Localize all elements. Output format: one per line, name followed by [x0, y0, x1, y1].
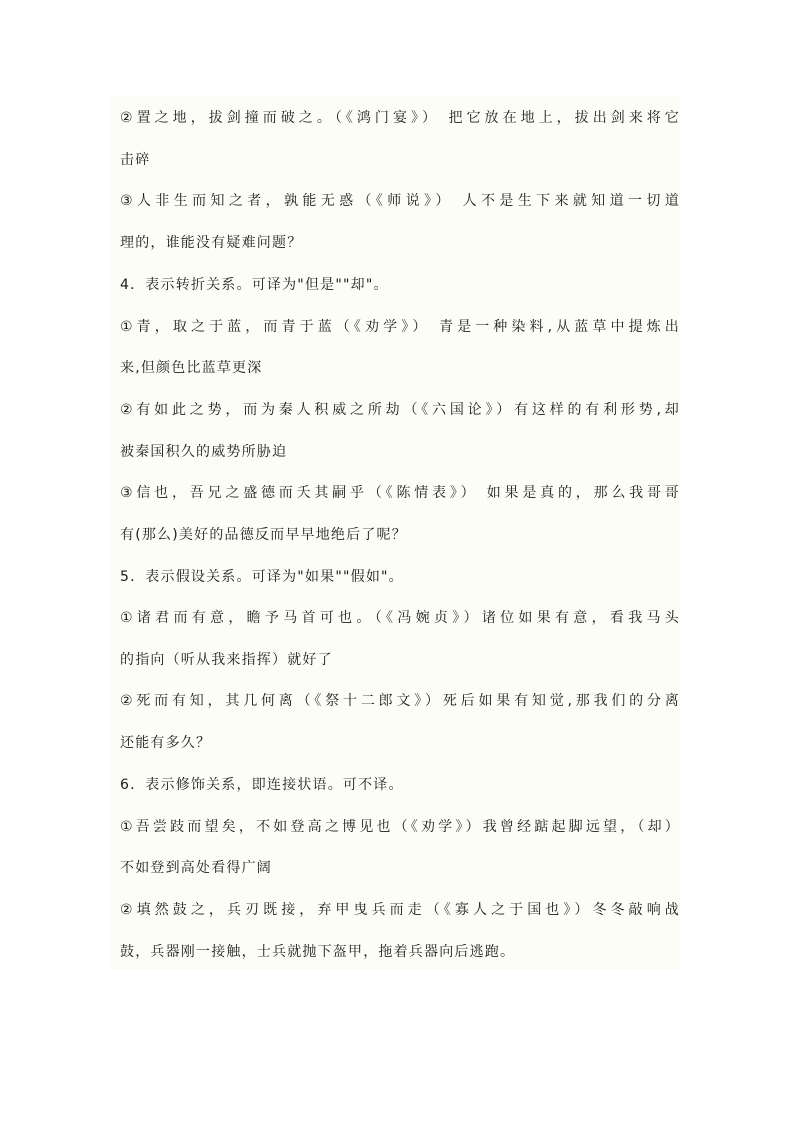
text-line: ①吾尝跂而望矣，不如登高之博见也（《劝学》）我曾经踮起脚远望，（却）	[120, 819, 680, 835]
text-line: ③信也，吾兄之盛德而夭其嗣乎（《陈情表》） 如果是真的，那么我哥哥	[120, 485, 680, 501]
text-line: 鼓，兵器刚一接触，士兵就抛下盔甲，拖着兵器向后逃跑。	[120, 944, 516, 960]
text-line: 有(那么)美好的品德反而早早地绝后了呢？	[120, 527, 407, 543]
text-line: ②死而有知，其几何离（《祭十二郎文》）死后如果有知觉,那我们的分离	[120, 693, 680, 709]
text-line: ②有如此之势，而为秦人积威之所劫（《六国论》）有这样的有利形势,却	[120, 402, 680, 418]
text-line: ③人非生而知之者，孰能无惑（《师说》） 人不是生下来就知道一切道	[120, 193, 680, 209]
text-line: 的指向（听从我来指挥）就好了	[120, 652, 333, 668]
text-line: 击碎	[120, 152, 151, 168]
text-line: 不如登到高处看得广阔	[120, 860, 272, 876]
section-heading: 4．表示转折关系。可译为"但是""却"。	[120, 277, 389, 293]
text-line: 还能有多久？	[120, 735, 212, 751]
text-line: 来,但颜色比蓝草更深	[120, 360, 263, 376]
text-line: 被秦国积久的威势所胁迫	[120, 444, 288, 460]
text-line: ①青，取之于蓝，而青于蓝（《劝学》） 青是一种染料,从蓝草中提炼出	[120, 319, 680, 335]
section-heading: 5．表示假设关系。可译为"如果""假如"。	[120, 569, 404, 585]
text-line: ②置之地，拔剑撞而破之。（《鸿门宴》） 把它放在地上，拔出剑来将它	[120, 110, 680, 126]
text-line: ①诸君而有意，瞻予马首可也。（《冯婉贞》）诸位如果有意，看我马头	[120, 610, 680, 626]
text-line: ②填然鼓之，兵刃既接，弃甲曳兵而走（《寡人之于国也》）冬冬敲响战	[120, 902, 680, 918]
text-line: 理的，谁能没有疑难问题？	[120, 235, 303, 251]
section-heading: 6．表示修饰关系，即连接状语。可不译。	[120, 777, 404, 793]
